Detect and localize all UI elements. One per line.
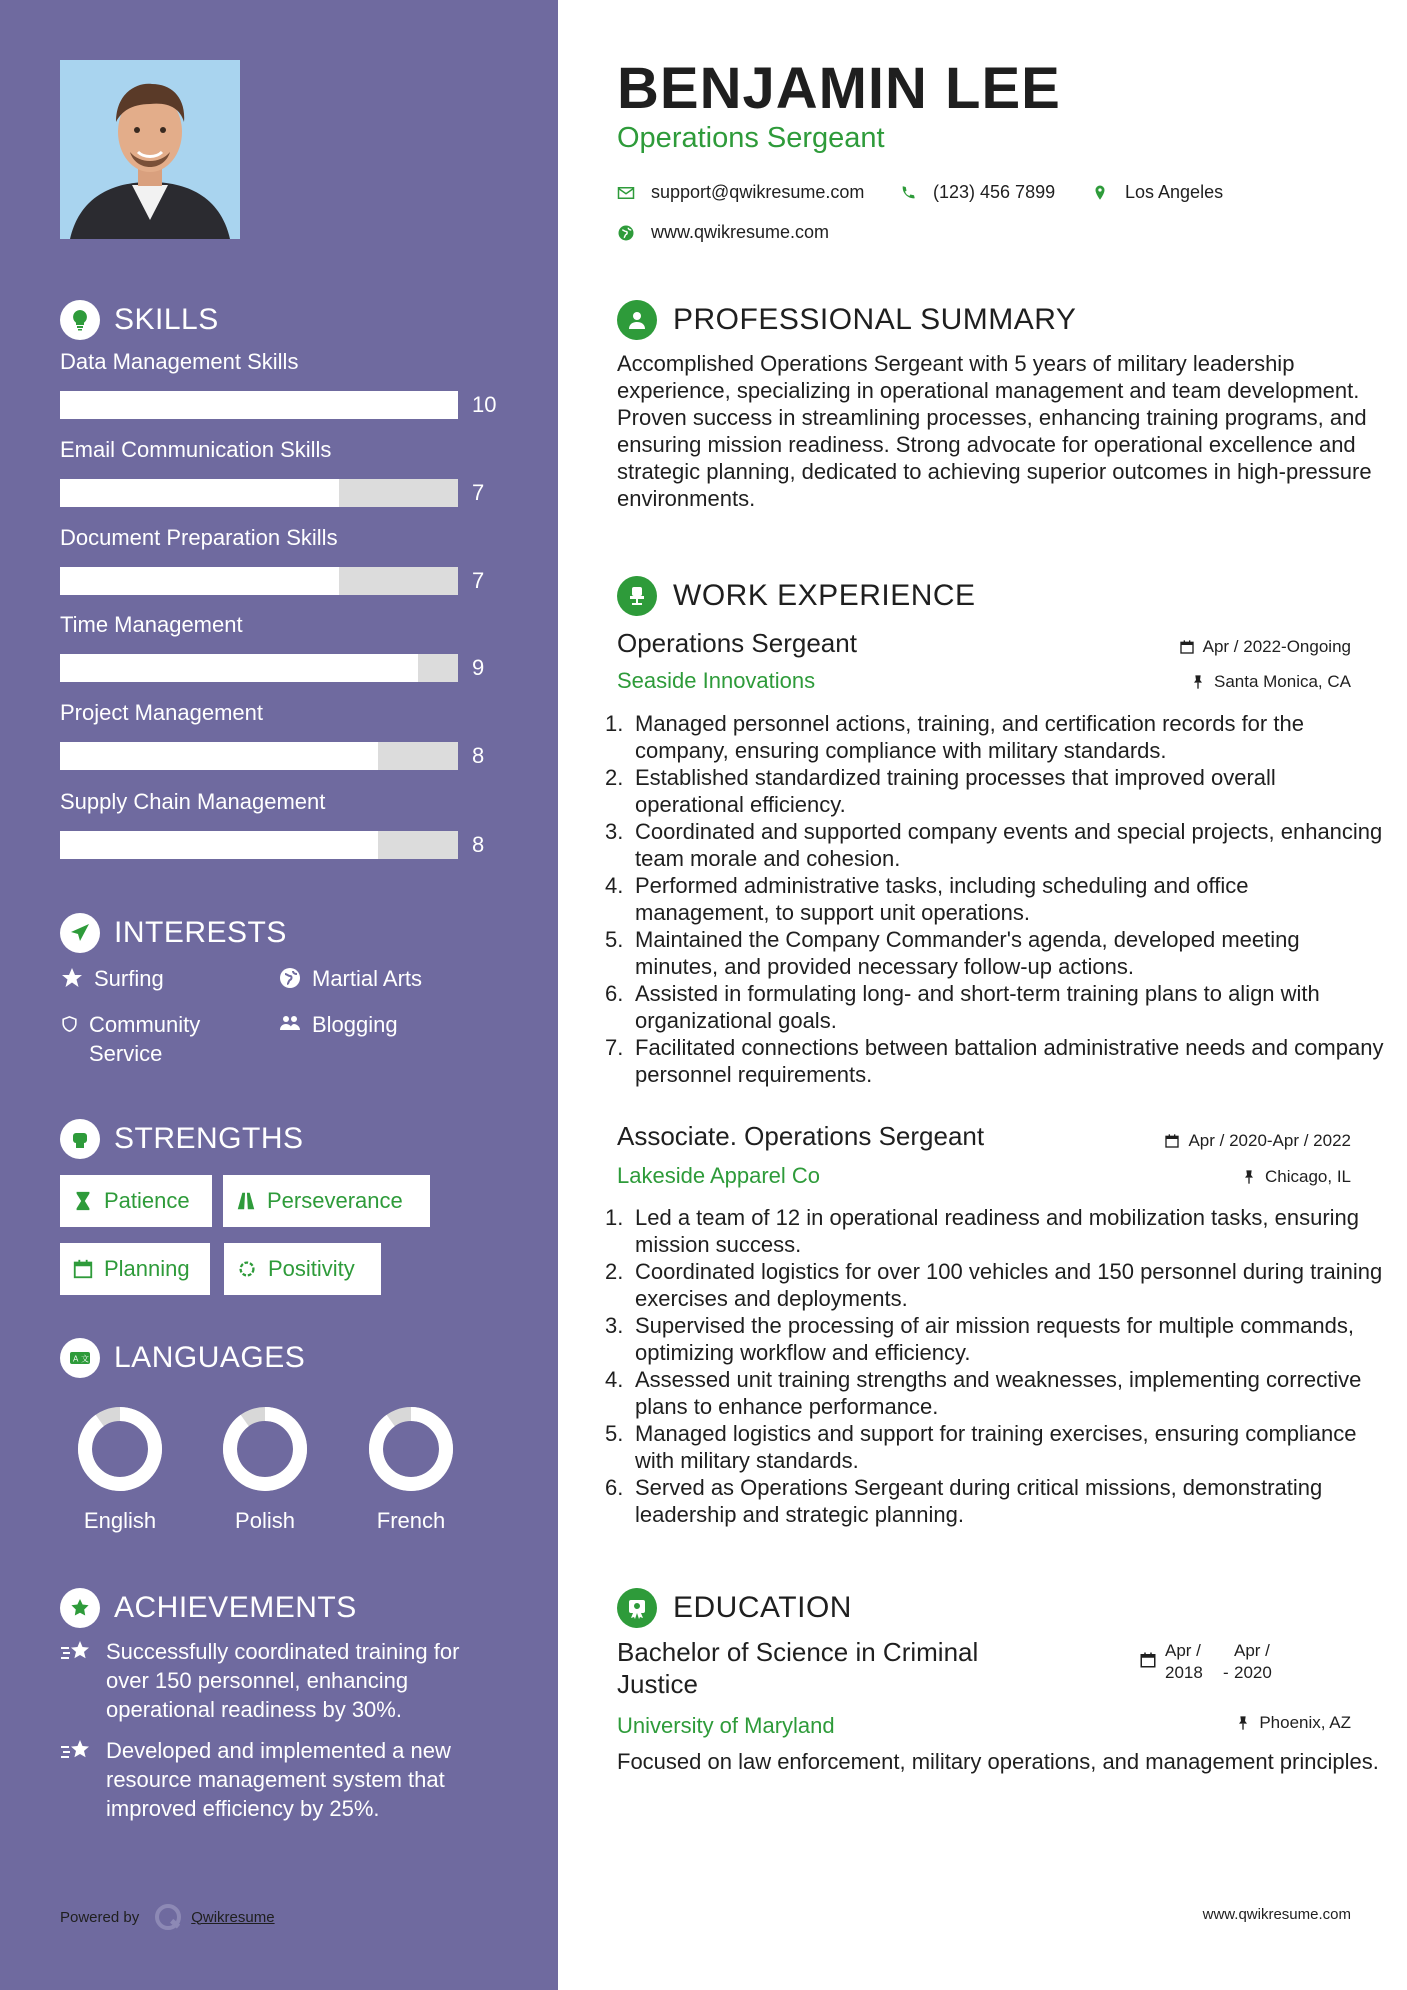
job-bullet: 6. Served as Operations Sergeant during critical missions, demonstrating leadership and strategic planning. <box>605 1475 1323 1527</box>
skill-item <box>60 525 500 595</box>
skill-bar <box>60 831 500 859</box>
skill-bar <box>60 742 500 770</box>
skill-name: Email Communication Skills <box>60 437 332 462</box>
experience-title: WORK EXPERIENCE <box>673 579 976 612</box>
education-start-date <box>1165 1640 1203 1684</box>
footer-url[interactable]: www.qwikresume.com <box>1202 1906 1351 1923</box>
achievement-text: Successfully coordinated training for over 150 personnel, enhancing operational readiness by 30%. <box>106 1639 460 1722</box>
summary-text: Accomplished Operations Sergeant with 5 years of military leadership experience, specializing in operational management and team development. Proven success in streamlining processes, enhancing training programs, and ensuring mission readiness. Strong advocate for operational excellence and strategic planning, dedicated to achieving superior outcomes in high-pressure environments. <box>617 351 1372 511</box>
road-icon <box>235 1190 257 1212</box>
skill-name: Supply Chain Management <box>60 789 326 814</box>
calendar-icon <box>1164 1133 1180 1149</box>
skill-item <box>60 437 500 507</box>
globe-icon <box>617 224 635 242</box>
job-company: Seaside Innovations <box>617 668 816 693</box>
education-heading <box>617 1588 852 1628</box>
school-name: University of Maryland <box>617 1713 835 1738</box>
pushpin-icon <box>1190 674 1206 690</box>
language-item <box>336 1404 486 1534</box>
skill-bar-fill <box>60 391 458 419</box>
fist-icon <box>60 1119 100 1159</box>
interest-item <box>278 964 422 993</box>
interest-item <box>60 1010 240 1068</box>
skill-bar-fill <box>60 654 418 682</box>
powered-by <box>60 1902 275 1932</box>
job-bullet-text: Served as Operations Sergeant during critical missions, demonstrating leadership and strategic planning. <box>635 1475 1323 1527</box>
date-separator: - <box>1223 1663 1229 1682</box>
job-bullet-text: Facilitated connections between battalion administrative needs and company personnel requirements. <box>635 1035 1384 1087</box>
calendar-icon <box>1139 1651 1157 1669</box>
job-bullet: 4. Assessed unit training strengths and weaknesses, implementing corrective plans to enhance performance. <box>605 1367 1362 1419</box>
lightbulb-icon <box>60 300 100 340</box>
interest-label: Surfing <box>94 966 164 991</box>
svg-text:A: A <box>73 1354 79 1364</box>
interests-title: INTERESTS <box>114 916 287 949</box>
education-location <box>1235 1713 1351 1733</box>
job-bullet: 2. Established standardized training processes that improved overall operational efficiency. <box>605 765 1276 817</box>
skill-item <box>60 700 500 770</box>
job-bullet-text: Assessed unit training strengths and weaknesses, implementing corrective plans to enhance performance. <box>635 1367 1362 1419</box>
skill-bar <box>60 391 500 419</box>
job-date <box>1179 637 1351 657</box>
pushpin-icon <box>1235 1715 1251 1731</box>
contact-phone[interactable] <box>899 182 1055 203</box>
location-text: Los Angeles <box>1125 182 1224 202</box>
job-bullet: 6. Assisted in formulating long- and short-term training plans to align with organizational goals. <box>605 981 1320 1033</box>
skills-heading <box>60 300 219 340</box>
languages-heading <box>60 1338 305 1378</box>
job-bullets <box>605 1204 1387 1528</box>
job-bullet: 4. Performed administrative tasks, including scheduling and office management, to support unit operations. <box>605 873 1249 925</box>
strength-badge <box>60 1243 210 1295</box>
strengths-heading <box>60 1119 304 1159</box>
shield-icon <box>60 1012 79 1036</box>
office-chair-icon <box>617 576 657 616</box>
end-month: Apr / <box>1234 1641 1270 1660</box>
skill-value: 8 <box>472 743 485 768</box>
strength-badge <box>60 1175 212 1227</box>
job-bullet: 1. Managed personnel actions, training, and certification records for the company, ensuring compliance with military standards. <box>605 711 1304 763</box>
language-item <box>190 1404 340 1534</box>
job-bullet-text: Performed administrative tasks, including scheduling and office management, to support unit operations. <box>635 873 1249 925</box>
skill-value: 9 <box>472 655 485 680</box>
job-location-text: Santa Monica, CA <box>1213 672 1351 691</box>
job-bullet: 3. Supervised the processing of air mission requests for multiple commands, optimizing workflow and efficiency. <box>605 1313 1354 1365</box>
strength-label: Positivity <box>268 1256 355 1281</box>
end-year: 2020 <box>1234 1663 1272 1682</box>
skill-bar-fill <box>60 567 339 595</box>
job-bullet: 3. Coordinated and supported company events and special projects, enhancing team morale and cohesion. <box>605 819 1383 871</box>
degree-title: Bachelor of Science in Criminal Justice <box>617 1637 979 1699</box>
job-bullet: 2. Coordinated logistics for over 100 vehicles and 150 personnel during training exercises and deployments. <box>605 1259 1383 1311</box>
job-bullets <box>605 710 1387 1088</box>
main-content <box>558 0 1407 1990</box>
summary-title: PROFESSIONAL SUMMARY <box>673 303 1077 336</box>
skill-value: 10 <box>472 392 497 417</box>
contact-website[interactable] <box>617 222 829 243</box>
skill-bar-fill <box>60 831 378 859</box>
achievement-text: Developed and implemented a new resource management system that improved efficiency by 25%. <box>106 1738 451 1821</box>
contact-email[interactable] <box>617 182 864 203</box>
job-date-text: Apr / 2022-Ongoing <box>1202 637 1351 656</box>
languages-title: LANGUAGES <box>114 1341 306 1374</box>
qwikresume-link[interactable]: Qwikresume <box>191 1908 275 1926</box>
candidate-name: BENJAMIN LEE <box>617 56 1061 121</box>
star-badge-icon <box>60 1588 100 1628</box>
map-pin-icon <box>1091 184 1109 202</box>
job-bullet-text: Supervised the processing of air mission requests for multiple commands, optimizing workflow and efficiency. <box>635 1313 1354 1365</box>
skill-bar <box>60 567 500 595</box>
skill-item <box>60 612 500 682</box>
achievement-item <box>60 1736 500 1823</box>
start-year: 2018 <box>1165 1663 1203 1682</box>
users-icon <box>278 1012 302 1036</box>
job-bullet-text: Led a team of 12 in operational readiness and mobilization tasks, ensuring mission success. <box>635 1205 1360 1257</box>
language-proficiency-ring <box>366 1404 456 1494</box>
job-bullet-text: Managed logistics and support for training exercises, ensuring compliance with military standards. <box>635 1421 1357 1473</box>
skill-bar-fill <box>60 742 378 770</box>
strength-label: Perseverance <box>267 1188 403 1213</box>
strength-label: Patience <box>104 1188 190 1213</box>
shooting-star-icon <box>60 1639 92 1665</box>
job-bullet: 7. Facilitated connections between battalion administrative needs and company personnel requirements. <box>605 1035 1384 1087</box>
powered-by-text: Powered by <box>60 1908 140 1926</box>
paper-plane-icon <box>60 913 100 953</box>
strength-label: Planning <box>104 1256 190 1281</box>
job-date <box>1164 1131 1351 1151</box>
shooting-star-icon <box>60 1738 92 1764</box>
skill-item <box>60 789 500 859</box>
interest-label: Community Service <box>89 1012 201 1066</box>
graduation-icon <box>617 1588 657 1628</box>
strengths-title: STRENGTHS <box>114 1122 304 1155</box>
start-month: Apr / <box>1165 1641 1201 1660</box>
job-bullet: 5. Maintained the Company Commander's agenda, developed meeting minutes, and provided necessary follow-up actions. <box>605 927 1300 979</box>
job-location <box>1190 672 1351 692</box>
profile-photo-illustration <box>60 60 240 239</box>
job-bullet-text: Established standardized training processes that improved overall operational efficiency. <box>635 765 1276 817</box>
job-bullet-text: Coordinated logistics for over 100 vehicles and 150 personnel during training exercises and deployments. <box>635 1259 1383 1311</box>
profile-photo <box>60 60 240 239</box>
skill-bar <box>60 654 500 682</box>
interest-label: Blogging <box>312 1012 398 1037</box>
experience-heading <box>617 576 976 616</box>
language-name: English <box>83 1508 157 1533</box>
skill-value: 8 <box>472 832 485 857</box>
job-bullet-text: Coordinated and supported company events and special projects, enhancing team morale and cohesion. <box>635 819 1383 871</box>
skill-item <box>60 349 500 419</box>
achievement-item <box>60 1637 500 1724</box>
skill-bar <box>60 479 500 507</box>
globe-icon <box>278 966 302 990</box>
strength-badge <box>224 1243 381 1295</box>
achievements-heading <box>60 1588 357 1628</box>
phone-icon <box>899 184 917 202</box>
contact-location <box>1091 182 1223 203</box>
strength-badge <box>223 1175 430 1227</box>
skill-bar-fill <box>60 479 339 507</box>
job-location <box>1241 1167 1351 1187</box>
sun-icon <box>236 1258 258 1280</box>
education-description: Focused on law enforcement, military operations, and management principles. <box>617 1749 1379 1774</box>
qwikresume-logo-icon <box>153 1902 183 1932</box>
skill-name: Data Management Skills <box>60 349 299 374</box>
job-bullet-text: Maintained the Company Commander's agenda, developed meeting minutes, and provided necessary follow-up actions. <box>635 927 1300 979</box>
hourglass-icon <box>72 1190 94 1212</box>
summary-heading <box>617 300 1076 340</box>
language-item <box>45 1404 195 1534</box>
job-title: Associate. Operations Sergeant <box>617 1121 985 1151</box>
job-bullet-text: Assisted in formulating long- and short-term training plans to align with organizational goals. <box>635 981 1320 1033</box>
job-bullet-text: Managed personnel actions, training, and certification records for the company, ensuring compliance with military standards. <box>635 711 1304 763</box>
education-end-date <box>1234 1640 1272 1684</box>
skills-title: SKILLS <box>114 303 219 336</box>
envelope-icon <box>617 184 635 202</box>
job-bullet: 1. Led a team of 12 in operational readiness and mobilization tasks, ensuring mission success. <box>605 1205 1360 1257</box>
website-text: www.qwikresume.com <box>651 222 830 242</box>
svg-text:文: 文 <box>81 1354 90 1364</box>
job-company: Lakeside Apparel Co <box>617 1163 821 1188</box>
star-icon <box>60 966 84 990</box>
candidate-role: Operations Sergeant <box>617 122 885 154</box>
job-location-text: Chicago, IL <box>1265 1167 1351 1186</box>
calendar-icon <box>72 1258 94 1280</box>
email-text: support@qwikresume.com <box>651 182 865 202</box>
sidebar <box>0 0 558 1990</box>
skill-value: 7 <box>472 480 485 505</box>
interest-item <box>278 1010 398 1039</box>
skill-name: Project Management <box>60 700 263 725</box>
job-title: Operations Sergeant <box>617 628 857 658</box>
pushpin-icon <box>1241 1169 1257 1185</box>
language-proficiency-ring <box>220 1404 310 1494</box>
interest-item <box>60 964 164 993</box>
skill-name: Document Preparation Skills <box>60 525 338 550</box>
interests-heading <box>60 913 287 953</box>
language-name: French <box>376 1508 446 1533</box>
phone-text: (123) 456 7899 <box>933 182 1056 202</box>
skill-value: 7 <box>472 568 485 593</box>
calendar-icon <box>1179 639 1195 655</box>
interest-label: Martial Arts <box>312 966 423 991</box>
language-icon <box>60 1338 100 1378</box>
job-bullet: 5. Managed logistics and support for training exercises, ensuring compliance with military standards. <box>605 1421 1357 1473</box>
job-date-text: Apr / 2020-Apr / 2022 <box>1188 1131 1351 1150</box>
education-title: EDUCATION <box>673 1591 852 1624</box>
language-proficiency-ring <box>75 1404 165 1494</box>
achievements-title: ACHIEVEMENTS <box>114 1591 357 1624</box>
user-icon <box>617 300 657 340</box>
skill-name: Time Management <box>60 612 243 637</box>
language-name: Polish <box>235 1508 295 1533</box>
education-location-text: Phoenix, AZ <box>1259 1713 1351 1732</box>
